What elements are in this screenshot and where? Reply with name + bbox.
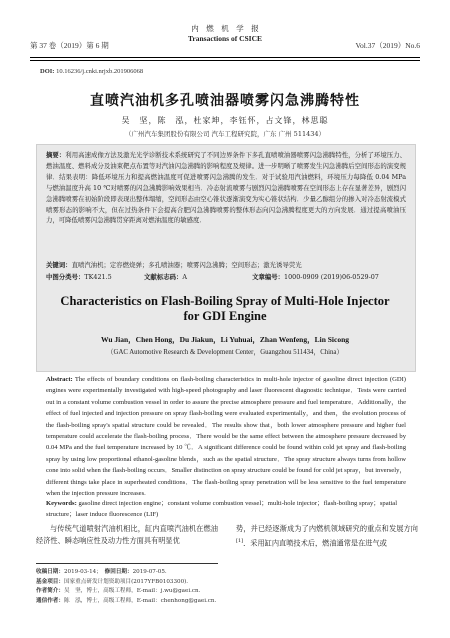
- journal-name-en: Transactions of CSICE: [187, 34, 263, 43]
- keywords-cn-label: 关键词：: [46, 261, 72, 269]
- affiliation-en: （GAC Automotive Research & Development Center，Guangzhou 511434，China）: [106, 349, 344, 356]
- keywords-en: [46, 498, 406, 520]
- paper-title-en-line1: Characteristics on Flash-Boiling Spray of Multi-Hole Injector: [60, 294, 390, 308]
- abstract-en-text: The effects of boundary conditions on flash-boiling characteristics in multi-hole injector of gasoline direct injection (GDI) engines were experimentally investigated with high-speed photography and laser fluorescent diagnostic technique．Tests were carried out in a constant volume combustion vessel in order to assure the precise atmosphere pressure and fuel temperature．Additionally，the effect of fuel injected and injection pressure on spray flash-boiling were evaluated experimentally，and then，the evolution process of the flash-boiling spray's spatial structure could be revealed．The results show that，both lower atmosphere pressure and higher fuel temperature could accelerate the flash-boiling process．There would be the same effect between the atmosphere pressure decreased by 0.04 MPa and the fuel temperature increased by 10 ℃．A significant difference could be found within cold jet spray and flash-boiling spray by using low proportional ethanol-gasoline blends，such as the spatial structure．The spray structure always turns from hollow cone into solid when the flash-boiling occurs．Smaller distinction on spray structure could be found for cold jet spray，but inversely，different things take place in superheated conditions．The flash-boiling spray penetration will be less sensitive to the fuel temperature when the injection pressure increases.: [46, 376, 406, 498]
- revised-label: 修回日期：: [104, 569, 133, 575]
- footnote-rule: [36, 563, 218, 564]
- keywords-cn: [46, 260, 406, 270]
- article-no-label: 文章编号：: [252, 273, 285, 281]
- doi-value[interactable]: 10.16236/j.cnki.nrjxb.201906068: [56, 68, 144, 75]
- footnote-block: [36, 568, 416, 606]
- author-bio-text: 吴 坚，博士，高级工程师，E-mail：j.wu@gaei.cn.: [63, 588, 201, 595]
- fund-text: 国家重点研发计划资助项目(2017YFB0103300).: [63, 578, 189, 585]
- body-right-text-start: 势，并已经逐渐成为了内燃机领域研究的重点和发展方向: [236, 524, 418, 533]
- abstract-cn-text: 利用高速成像方法及激光光学诊断技术系统研究了不同边界条件下多孔直喷喷油器喷雾闪急沸腾特性，分析了环境压力、燃油温度、燃料成分及油束靶点布置等对汽油闪急沸腾的影响程度及规律。进一步明晰了喷雾发生闪急沸腾后空间形态的演变规律．结果表明：降低环境压力和提高燃油温度可促进喷雾闪急沸腾的发生．对于试验用汽油燃料，环境压力每降低 0.04 MPa 与燃油温度升高 10 ℃对喷雾的闪急沸腾影响效果相当．冷态射流喷雾与剧烈闪急沸腾喷雾在空间形态上存在显著差异，剧烈闪急沸腾喷雾在初始阶段即表现出整体塌缩，空间形态由空心锥状逐渐演变为实心锥状结构．少量乙醇组分的掺入对冷态射流模式喷雾形态的影响不大，但在过热条件下会提高合肥闪急沸腾喷雾的整体形态向闪急沸腾程度更大的方向发展．通过提高喷油压力，可降低喷雾闪急沸腾贯穿距离对燃油温度的敏感度．: [46, 151, 407, 225]
- footnote-fund: [36, 578, 416, 588]
- authors-en: Wu Jian，Chen Hong，Du Jiakun，Li Yuhuai，Zhan Wenfeng，Lin Sicong: [100, 335, 349, 344]
- clc-value: TK421.5: [84, 273, 112, 281]
- footnote-author: [36, 587, 416, 597]
- keywords-en-text: gasoline direct injection engine；constant volume combustion vessel；multi-hole injector；flash-boiling spray；spatial structure；laser induce fluorescence (LIF): [46, 500, 398, 518]
- doc-code-value: A: [182, 273, 188, 281]
- authors-cn: 吴 坚，陈 泓，杜家坤，李钰怀，占文锋，林思聪: [121, 116, 329, 125]
- journal-name-cn: 内 燃 机 学 报: [191, 24, 259, 33]
- revised-date: 2019-07-05.: [132, 569, 167, 575]
- doi-label: DOI:: [40, 68, 55, 75]
- header-rule-thin: [30, 60, 420, 61]
- body-text-left-column: 与传统气道喷射汽油机相比，缸内直喷汽油机在燃油经济性、瞬态响应性及动力性方面具有明显优: [36, 524, 218, 545]
- header-volume-en: Vol.37（2019）No.6: [355, 41, 420, 50]
- keywords-cn-text: 直喷汽油机；定容燃烧弹；多孔喷油器；喷雾闪急沸腾；空间形态；激光诱导荧光: [71, 261, 302, 269]
- header-rule: [30, 57, 420, 58]
- corresponding-text: 陈 泓，博士，高级工程师，E-mail：chenhong@gaei.cn.: [63, 597, 217, 604]
- header-volume-cn: 第 37 卷（2019）第 6 期: [30, 41, 109, 50]
- reference-citation[interactable]: [1]: [236, 538, 244, 544]
- page-header: [0, 0, 450, 60]
- classification-line: [46, 272, 406, 282]
- article-no-field: [252, 272, 379, 282]
- article-no-value: 1000-0909 (2019)06-0529-07: [284, 273, 379, 281]
- received-date: 2019-03-14；: [63, 569, 100, 575]
- affiliation-cn: （广州汽车集团股份有限公司 汽车工程研究院，广东 广州 511434）: [124, 130, 325, 138]
- abstract-en-label: Abstract:: [46, 376, 73, 383]
- footnote-dates: [36, 568, 416, 578]
- paper-title-en: [0, 294, 450, 324]
- abstract-cn-label: 摘要：: [46, 151, 66, 159]
- clc-label: 中图分类号：: [46, 273, 85, 281]
- fund-label: 基金项目：: [36, 578, 64, 585]
- keywords-en-label: Keywords:: [46, 500, 77, 507]
- paper-title-en-line2: for GDI Engine: [183, 309, 267, 323]
- doc-code-field: [144, 272, 250, 282]
- abstract-cn: [46, 150, 406, 226]
- received-label: 收稿日期：: [36, 569, 64, 575]
- doi-line[interactable]: [40, 68, 143, 75]
- corresponding-label: 通信作者：: [36, 597, 64, 604]
- doc-code-label: 文献标志码：: [144, 273, 183, 281]
- body-right-text-end: ．采用缸内直喷技术后，燃油通常是在进气或: [243, 538, 387, 548]
- paper-title-cn: 直喷汽油机多孔喷油器喷雾闪急沸腾特性: [90, 93, 360, 109]
- abstract-en: [46, 374, 406, 499]
- author-bio-label: 作者简介：: [36, 588, 64, 595]
- footnote-corresponding: [36, 597, 416, 607]
- clc-field: [46, 272, 142, 282]
- body-text-right-column: [236, 523, 418, 549]
